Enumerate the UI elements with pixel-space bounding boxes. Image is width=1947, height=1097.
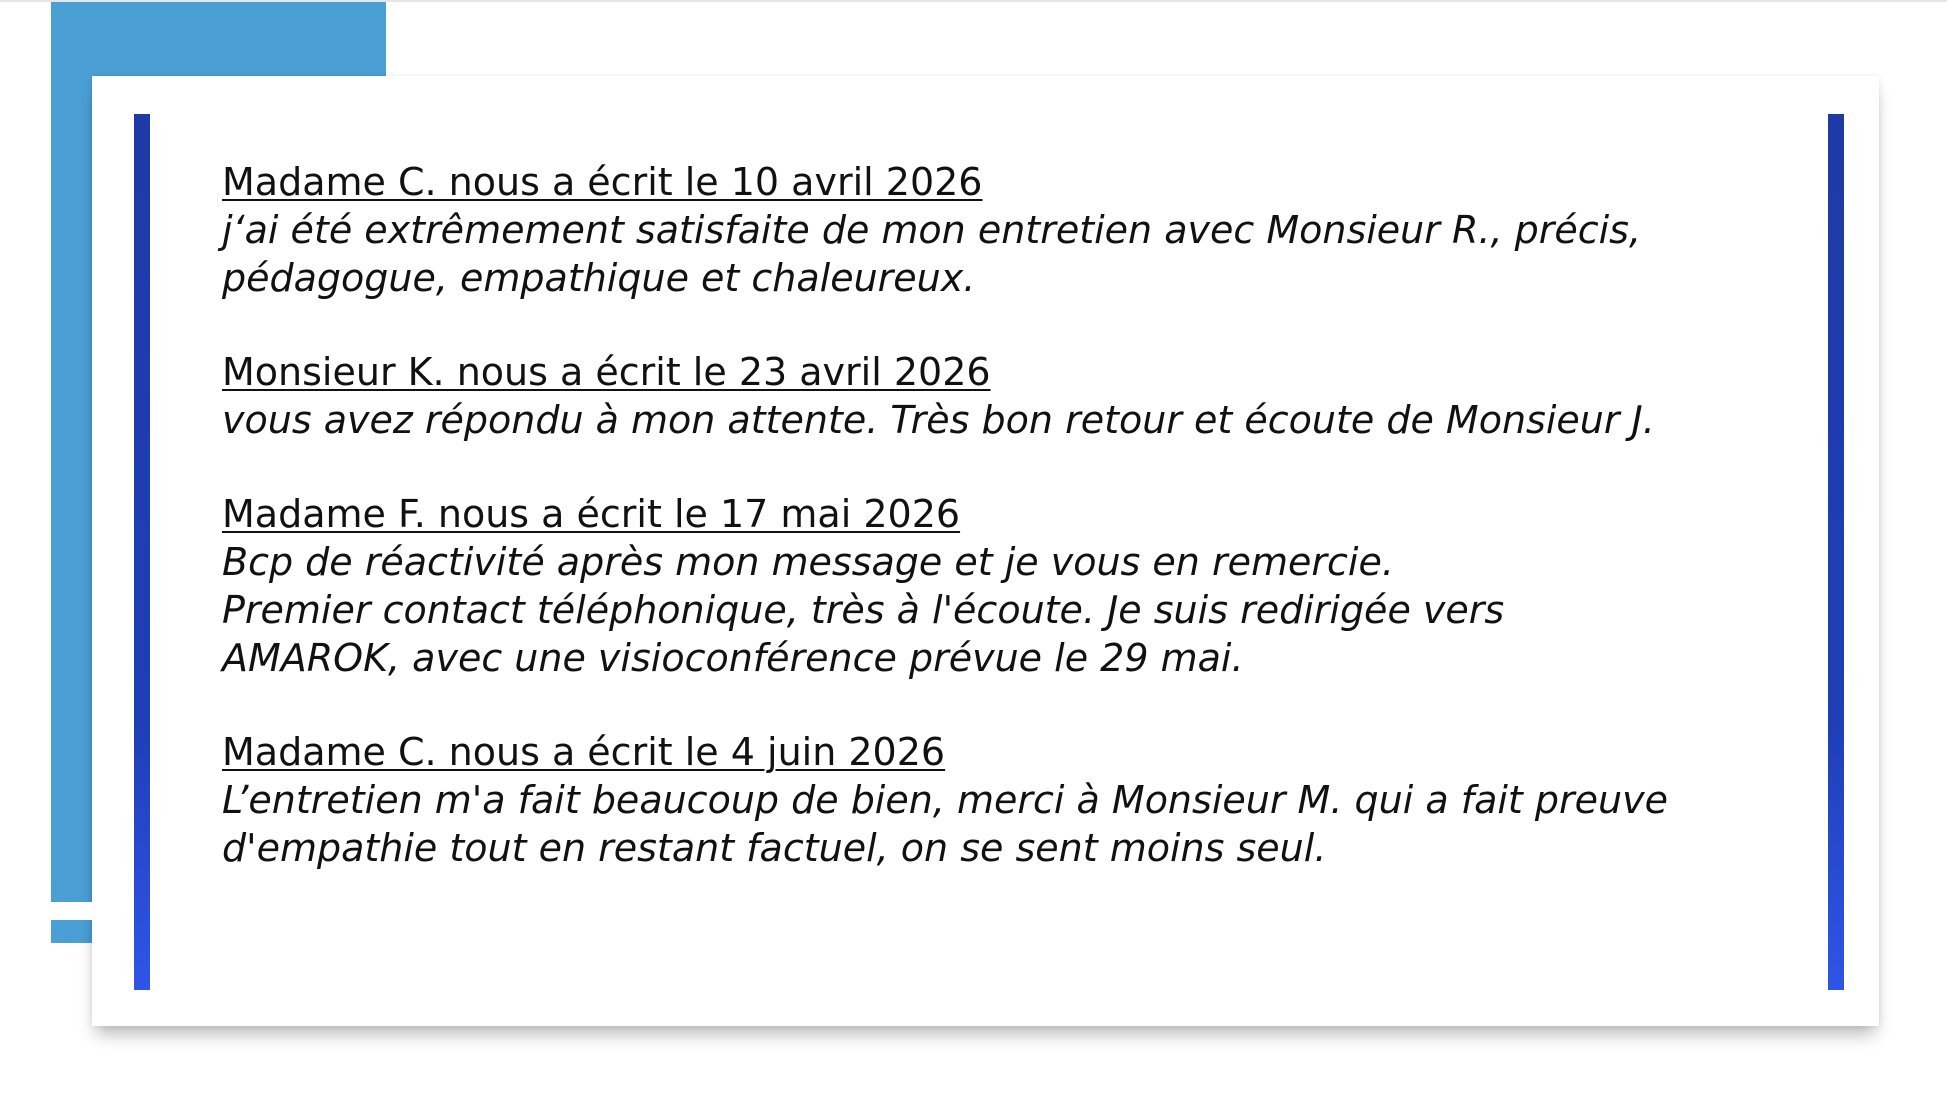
testimonial-text-line: d'empathie tout en restant factuel, on se sent moins seul.	[222, 826, 1327, 870]
testimonial-text-line: pédagogue, empathique et chaleureux.	[222, 256, 976, 300]
testimonial-entry	[222, 490, 1742, 682]
testimonial-text-line: Premier contact téléphonique, très à l'écoute. Je suis redirigée vers	[222, 588, 1505, 632]
testimonial-text-line: L’entretien m'a fait beaucoup de bien, merci à Monsieur M. qui a fait preuve	[222, 778, 1668, 822]
testimonial-title: Madame C. nous a écrit le 10 avril 2026	[222, 160, 983, 204]
testimonial-entry	[222, 728, 1742, 872]
right-accent-bar	[1828, 114, 1844, 990]
testimonial-title: Monsieur K. nous a écrit le 23 avril 2026	[222, 350, 991, 394]
accent-gap-strip	[51, 902, 92, 920]
testimonial-text-line: vous avez répondu à mon attente. Très bon retour et écoute de Monsieur J.	[222, 398, 1655, 442]
testimonial-entry	[222, 348, 1742, 444]
testimonial-entry	[222, 158, 1742, 302]
left-accent-bar	[134, 114, 150, 990]
testimonial-text-line: AMAROK, avec une visioconférence prévue le 29 mai.	[222, 636, 1244, 680]
testimonials-list	[222, 158, 1742, 918]
testimonial-text-line: Bcp de réactivité après mon message et je vous en remercie.	[222, 540, 1394, 584]
testimonial-title: Madame F. nous a écrit le 17 mai 2026	[222, 492, 961, 536]
testimonials-card	[92, 76, 1879, 1026]
testimonial-text-line: j‘ai été extrêmement satisfaite de mon entretien avec Monsieur R., précis,	[222, 208, 1642, 252]
testimonial-title: Madame C. nous a écrit le 4 juin 2026	[222, 730, 946, 774]
